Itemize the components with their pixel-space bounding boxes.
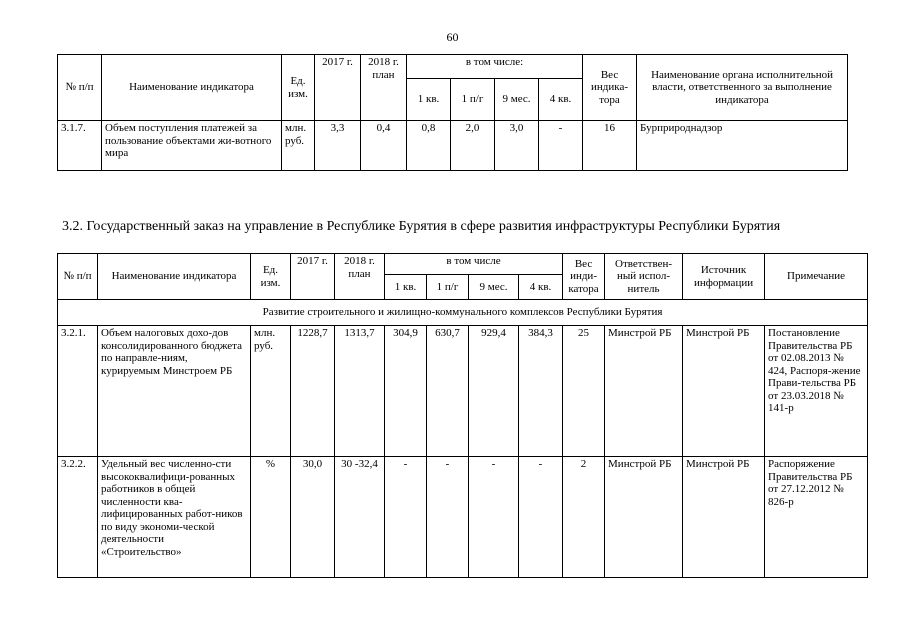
cell-responsible: Минстрой РБ: [605, 457, 683, 578]
cell-h1: 630,7: [427, 326, 469, 457]
table-row: [58, 121, 848, 171]
indicator-table-1: [57, 54, 848, 171]
cell-num: 3.1.7.: [58, 121, 102, 171]
cell-note: Постановление Правительства РБ от 02.08.2013 № 424, Распоря-жение Прави-тельства РБ от 23.03.2018 № 141-р: [765, 326, 868, 457]
cell-weight: 25: [563, 326, 605, 457]
cell-h1: -: [427, 457, 469, 578]
cell-q4: 384,3: [519, 326, 563, 457]
cell-source: Минстрой РБ: [683, 326, 765, 457]
cell-weight: 16: [583, 121, 637, 171]
col-header-9m: 9 мес.: [495, 79, 539, 121]
col-header-q4: 4 кв.: [519, 275, 563, 300]
cell-unit: млн. руб.: [282, 121, 315, 171]
col-header-h1: 1 п/г: [427, 275, 469, 300]
cell-2018: 1313,7: [335, 326, 385, 457]
col-header-unit: Ед. изм.: [282, 55, 315, 121]
col-header-unit: Ед. изм.: [251, 254, 291, 300]
cell-num: 3.2.1.: [58, 326, 98, 457]
col-header-h1: 1 п/г: [451, 79, 495, 121]
col-header-including: в том числе:: [407, 55, 583, 79]
col-header-source: Источник информации: [683, 254, 765, 300]
cell-h1: 2,0: [451, 121, 495, 171]
col-header-2018: 2018 г. план: [361, 55, 407, 121]
section-row: Развитие строительного и жилищно-коммунального комплексов Республики Бурятия: [58, 300, 868, 326]
col-header-q1: 1 кв.: [407, 79, 451, 121]
cell-q4: -: [519, 457, 563, 578]
col-header-org: Наименование органа исполнительной власти, ответственного за выполнение индикатора: [637, 55, 848, 121]
col-header-including: в том числе: [385, 254, 563, 275]
col-header-q1: 1 кв.: [385, 275, 427, 300]
cell-name: Объем налоговых дохо-дов консолидированного бюджета по направле-ниям, курируемым Минстроем РБ: [98, 326, 251, 457]
col-header-weight: Вес инди-катора: [563, 254, 605, 300]
page-number: 60: [446, 30, 459, 44]
cell-q4: -: [539, 121, 583, 171]
cell-2018: 0,4: [361, 121, 407, 171]
col-header-responsible: Ответствен-ный испол-нитель: [605, 254, 683, 300]
cell-2017: 3,3: [315, 121, 361, 171]
cell-source: Минстрой РБ: [683, 457, 765, 578]
cell-2017: 1228,7: [291, 326, 335, 457]
table-row: [58, 457, 868, 578]
col-header-2017: 2017 г.: [315, 55, 361, 121]
cell-2018: 30 -32,4: [335, 457, 385, 578]
cell-weight: 2: [563, 457, 605, 578]
table-row: [58, 326, 868, 457]
col-header-name: Наименование индикатора: [102, 55, 282, 121]
cell-org: Бурприроднадзор: [637, 121, 848, 171]
cell-q1: 304,9: [385, 326, 427, 457]
cell-9m: 929,4: [469, 326, 519, 457]
col-header-num: № п/п: [58, 55, 102, 121]
col-header-9m: 9 мес.: [469, 275, 519, 300]
cell-q1: 0,8: [407, 121, 451, 171]
cell-name: Удельный вес численно-сти высококвалифици-рованных работников в общей численности ква-лифицированных работ-ников по виду экономи-ческой деятельности «Строительство»: [98, 457, 251, 578]
cell-note: Распоряжение Правительства РБ от 27.12.2012 № 826-р: [765, 457, 868, 578]
col-header-name: Наименование индикатора: [98, 254, 251, 300]
cell-responsible: Минстрой РБ: [605, 326, 683, 457]
col-header-note: Примечание: [765, 254, 868, 300]
col-header-num: № п/п: [58, 254, 98, 300]
indicator-table-2: [57, 253, 868, 578]
cell-2017: 30,0: [291, 457, 335, 578]
col-header-2017: 2017 г.: [291, 254, 335, 300]
cell-9m: 3,0: [495, 121, 539, 171]
col-header-2018: 2018 г. план: [335, 254, 385, 300]
col-header-weight: Вес индика-тора: [583, 55, 637, 121]
section-heading: 3.2. Государственный заказ на управление в Республике Бурятия в сфере развития инфраструктуры Республики Бурятия: [62, 219, 781, 234]
cell-unit: %: [251, 457, 291, 578]
col-header-q4: 4 кв.: [539, 79, 583, 121]
cell-num: 3.2.2.: [58, 457, 98, 578]
cell-unit: млн. руб.: [251, 326, 291, 457]
cell-q1: -: [385, 457, 427, 578]
cell-name: Объем поступления платежей за пользование объектами жи-вотного мира: [102, 121, 282, 171]
cell-9m: -: [469, 457, 519, 578]
